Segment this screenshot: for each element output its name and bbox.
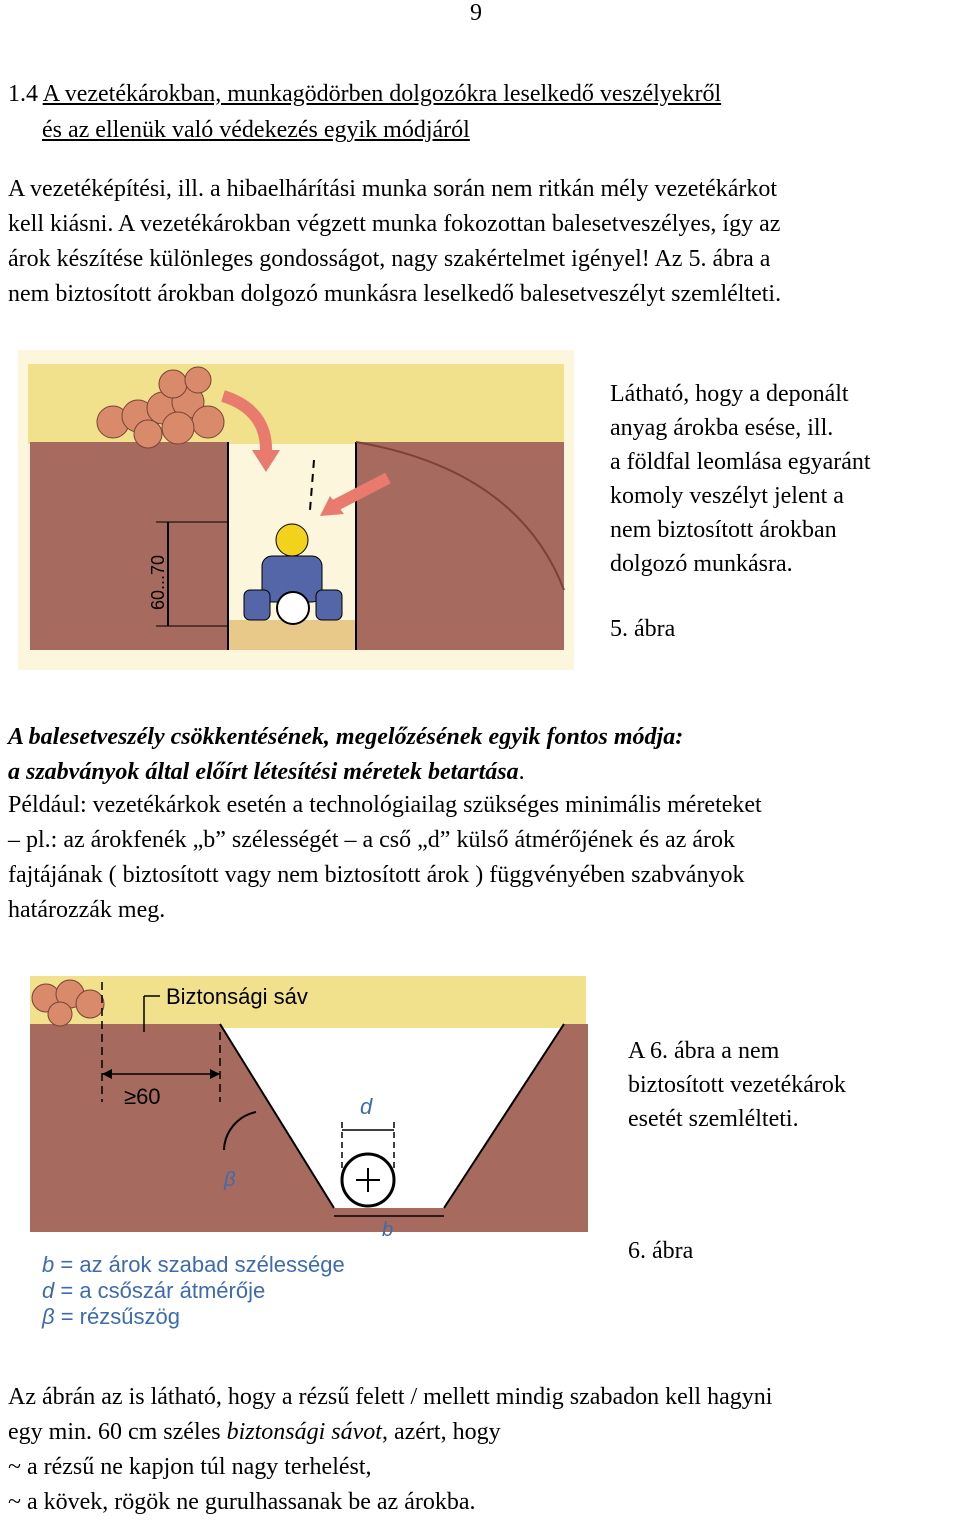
legend-symbol: β [42, 1304, 55, 1329]
page-number: 9 [470, 0, 482, 26]
intro-line: árok készítése különleges gondosságot, nagy szakértelmet igényel! Az 5. ábra a [8, 246, 771, 272]
closing-paragraph [8, 1380, 948, 1520]
figure5-caption-line: nem biztosított árokban [610, 517, 837, 543]
example-paragraph [8, 788, 948, 928]
figure5-illustration [18, 350, 574, 670]
legend-text: = a csőszár átmérője [60, 1278, 266, 1303]
figure6-caption-line: A 6. ábra a nem [628, 1038, 780, 1064]
example-line: Például: vezetékárkok esetén a technológiailag szükséges minimális méreteket [8, 792, 762, 818]
figure5-caption-line: komoly veszélyt jelent a [610, 483, 844, 509]
safety-strip-label: Biztonsági sáv [166, 984, 308, 1009]
emphasis-paragraph [8, 720, 948, 790]
closing-line2 [8, 1415, 948, 1450]
section-number: 1.4 [8, 81, 38, 107]
example-line: fajtájának ( biztosított vagy nem biztosított árok ) függvényében szabványok [8, 862, 745, 888]
emphasis-line2: a szabványok által előírt létesítési méretek betartása [8, 759, 519, 785]
closing-line3: ~ a rézsű ne kapjon túl nagy terhelést, [8, 1454, 372, 1480]
emphasis-line1: A balesetveszély csökkentésének, megelőzésének egyik fontos módja: [8, 724, 684, 750]
section-title-line1: A vezetékárokban, munkagödörben dolgozókra leselkedő veszélyekről [42, 81, 722, 107]
example-line: határozzák meg. [8, 897, 166, 923]
closing-line4: ~ a kövek, rögök ne gurulhassanak be az árokba. [8, 1489, 476, 1515]
intro-paragraph [8, 172, 948, 312]
section-title-line2: és az ellenük való védekezés egyik módjáról [42, 117, 470, 143]
figure6-caption [628, 1034, 846, 1136]
figure5-label: 5. ábra [610, 616, 676, 642]
beta-label: β [224, 1169, 236, 1191]
closing-line2-end: , azért, hogy [381, 1419, 501, 1445]
figure5-caption-line: dolgozó munkásra. [610, 551, 793, 577]
figure6-caption-line: esetét szemlélteti. [628, 1106, 799, 1132]
legend-symbol: b [42, 1252, 55, 1277]
svg-text:b = az árok szabad szélessége [42, 1252, 345, 1277]
legend-text: = az árok szabad szélessége [60, 1252, 345, 1277]
dimension-label: 60...70 [148, 554, 168, 610]
closing-line1: Az ábrán az is látható, hogy a rézsű felett / mellett mindig szabadon kell hagyni [8, 1384, 773, 1410]
safety-strip-term: biztonsági sávot [226, 1419, 382, 1445]
section-heading [8, 76, 721, 148]
svg-text:d = a csőszár átmérője [42, 1278, 265, 1303]
figure6-caption-line: biztosított vezetékárok [628, 1072, 846, 1098]
min-width-label: ≥60 [124, 1084, 161, 1109]
closing-line2-start: egy min. 60 cm széles [8, 1419, 227, 1445]
emphasis-line2-end: . [518, 759, 525, 785]
figure5-caption-line: a földfal leomlása egyaránt [610, 449, 871, 475]
intro-line: A vezetéképítési, ill. a hibaelhárítási munka során nem ritkán mély vezetékárkot [8, 176, 778, 202]
example-line: – pl.: az árokfenék „b” szélességét – a cső „d” külső átmérőjének és az árok [8, 827, 736, 853]
right-soil-wall [356, 442, 564, 650]
figure5-caption-line: Látható, hogy a deponált [610, 381, 849, 407]
background-band [30, 976, 586, 1028]
intro-line: nem biztosított árokban dolgozó munkásra leselkedő balesetveszélyt szemlélteti. [8, 281, 782, 307]
legend-symbol: d [42, 1278, 55, 1303]
figure6-label: 6. ábra [628, 1238, 694, 1264]
svg-text:β = rézsűszög [41, 1304, 180, 1329]
left-soil-wall [30, 442, 228, 650]
b-label: b [382, 1219, 394, 1241]
figure6-illustration [24, 972, 594, 1338]
figure5-caption [610, 377, 871, 581]
d-label: d [360, 1094, 373, 1119]
intro-line: kell kiásni. A vezetékárokban végzett munka fokozottan balesetveszélyes, így az [8, 211, 781, 237]
figure5-caption-line: anyag árokba esése, ill. [610, 415, 834, 441]
legend-text: = rézsűszög [60, 1304, 180, 1329]
